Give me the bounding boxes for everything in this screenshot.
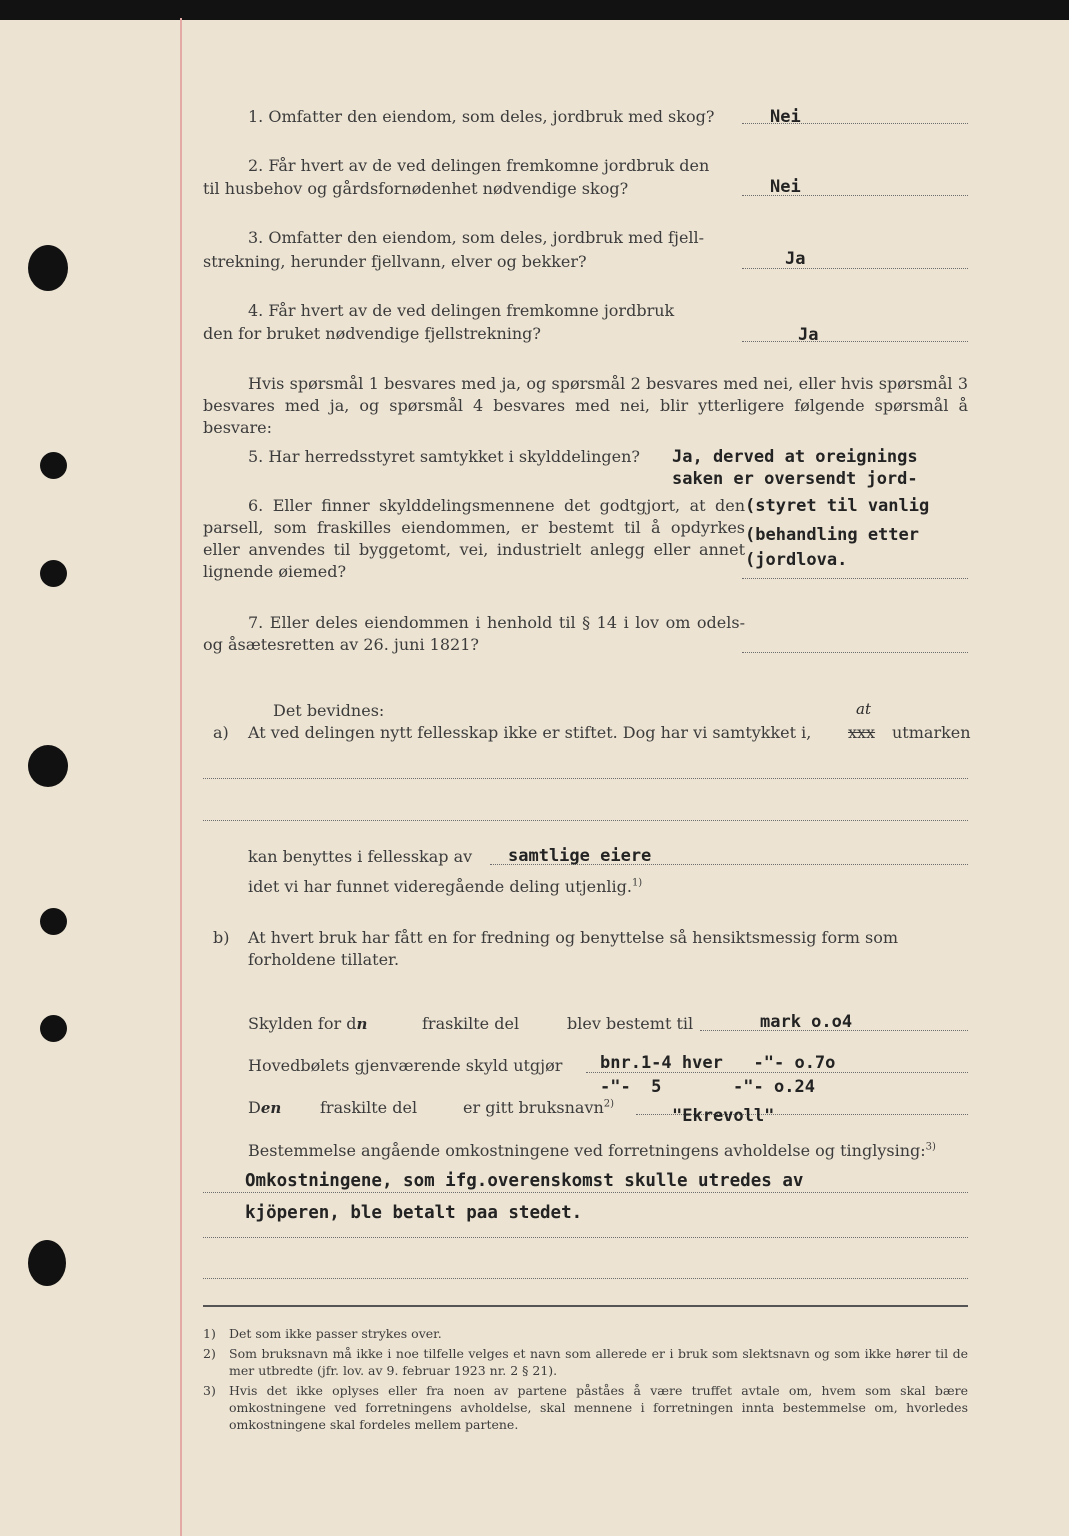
costs-answer-line1: Omkostningene, som ifg.overenskomst skulle utredes av	[245, 1171, 804, 1191]
skyld-row3-text: D	[248, 1098, 261, 1117]
skyld-row2b-answer: -"- 5 -"- o.24	[600, 1077, 815, 1097]
footnote-3-num: 3)	[203, 1383, 216, 1398]
footnote-2-num: 2)	[203, 1346, 216, 1361]
handwritten-letters: en	[260, 1099, 282, 1117]
skyld-row1-label-b: fraskilte del	[422, 1014, 520, 1033]
item-a-marker: a)	[213, 723, 229, 742]
handwritten-letter: n	[356, 1015, 368, 1033]
answer-q6-line3: (jordlova.	[745, 550, 848, 570]
answer-line	[203, 1237, 968, 1238]
binder-hole	[40, 1015, 67, 1042]
footnote-ref: 1)	[631, 877, 643, 889]
shared-use-prefix: kan benyttes i fellesskap av	[248, 847, 473, 866]
answer-line	[742, 341, 968, 342]
footnote-ref: 3)	[925, 1141, 936, 1153]
binder-hole	[40, 452, 67, 479]
scan-top-border	[0, 0, 1069, 20]
answer-q6-line2: (behandling etter	[745, 525, 919, 545]
costs-label-text: Bestemmelse angående omkostningene ved forretningens avholdelse og tinglysing:	[248, 1141, 926, 1160]
skyld-row2-label: Hovedbølets gjenværende skyld utgjør	[248, 1056, 563, 1075]
binder-hole	[28, 745, 68, 787]
answer-q5-line1: Ja, derved at oreignings	[672, 447, 918, 467]
skyld-row3-label-a	[248, 1097, 281, 1119]
answer-line	[742, 578, 968, 579]
answer-q6-line1: (styret til vanlig	[745, 496, 930, 516]
costs-answer-line2: kjöperen, ble betalt paa stedet.	[245, 1203, 583, 1223]
binder-hole	[40, 908, 67, 935]
instruction-text: Hvis spørsmål 1 besvares med ja, og spørsmål 2 besvares med nei, eller hvis spørsmål 3 besvares med ja, og spørsmål 4 besvares med nei, blir ytterligere følgende spørsmål å besvare:	[203, 374, 968, 437]
struck-text: xxx	[848, 723, 876, 742]
question-3-line2: strekning, herunder fjellvann, elver og bekker?	[203, 252, 587, 271]
answer-line	[742, 268, 968, 269]
answer-q2: Nei	[770, 177, 801, 197]
answer-line	[203, 1192, 968, 1193]
answer-q3: Ja	[785, 249, 806, 269]
certification-heading: Det bevidnes:	[273, 701, 385, 720]
costs-label	[248, 1140, 936, 1162]
blank-line	[203, 1278, 968, 1279]
question-2-line2: til husbehov og gårdsfornødenhet nødvendige skog?	[203, 179, 629, 198]
question-4-line2: den for bruket nødvendige fjellstrekning?	[203, 324, 541, 343]
skyld-row3-label-b: fraskilte del	[320, 1098, 418, 1117]
skyld-row1-text: Skylden for d	[248, 1014, 357, 1033]
question-4-line1: 4. Får hvert av de ved delingen fremkomne jordbruk	[248, 301, 675, 320]
footnote-1-text: Det som ikke passer strykes over.	[229, 1326, 442, 1341]
question-2-line1: 2. Får hvert av de ved delingen fremkomne jordbruk den	[248, 156, 710, 175]
skyld-row2-answer: bnr.1-4 hver -"- o.7o	[600, 1053, 836, 1073]
item-a-text: At ved delingen nytt fellesskap ikke er stiftet. Dog har vi samtykket i,	[248, 723, 812, 742]
binder-hole	[28, 1240, 66, 1286]
footnote-3-text: Hvis det ikke oplyses eller fra noen av partene påståes å være truffet avtale om, hvem som skal bære omkostningene ved forretningens avholdelse, skal mennene i forretningen innta bestemmelse om, hvorledes omkostningene skal fordeles mellem partene.	[229, 1383, 968, 1432]
skyld-row1-label-c: blev bestemt til	[567, 1014, 694, 1033]
blank-line	[203, 820, 968, 821]
item-b-marker: b)	[213, 928, 230, 947]
blank-line	[203, 778, 968, 779]
shared-use-answer: samtlige eiere	[508, 846, 652, 866]
footnote-1-num: 1)	[203, 1326, 216, 1341]
margin-line	[180, 18, 182, 1536]
footnote-separator	[203, 1305, 968, 1307]
answer-line	[742, 652, 968, 653]
item-b-text: At hvert bruk har fått en for fredning og benyttelse så hensiktsmessig form som forholdene tillater.	[248, 928, 898, 969]
footnote-2-text: Som bruksnavn må ikke i noe tilfelle velges et navn som allerede er i bruk som slektsnavn og som ikke hører til de mer utbredte (jfr. lov. av 9. februar 1923 nr. 2 § 21).	[229, 1346, 968, 1378]
skyld-row3-label-c-text: er gitt bruksnavn	[463, 1098, 604, 1117]
answer-q4: Ja	[798, 325, 819, 345]
footnote-ref: 2)	[603, 1098, 615, 1110]
shared-use-suffix	[248, 876, 642, 898]
answer-q5-line2: saken er oversendt jord-	[672, 469, 918, 489]
item-a-end: utmarken	[892, 723, 971, 742]
question-3-line1: 3. Omfatter den eiendom, som deles, jordbruk med fjell-	[248, 228, 705, 247]
handwritten-correction: at	[856, 700, 871, 718]
binder-hole	[40, 560, 67, 587]
question-5: 5. Har herredsstyret samtykket i skylddelingen?	[248, 447, 640, 466]
binder-hole	[28, 245, 68, 291]
question-6: 6. Eller finner skylddelingsmennene det godtgjort, at den parsell, som fraskilles eiendommen, er bestemt til å opdyrkes eller anvendes til byggetomt, vei, industrielt anlegg eller annet lignende øiemed?	[203, 496, 745, 581]
bruksnavn-answer: "Ekrevoll"	[672, 1106, 775, 1126]
answer-q1: Nei	[770, 107, 801, 127]
skyld-row1-answer: mark o.o4	[760, 1012, 853, 1032]
question-7: 7. Eller deles eiendommen i henhold til § 14 i lov om odels- og åsætesretten av 26. juni 1821?	[203, 613, 745, 654]
shared-use-suffix-text: idet vi har funnet videregående deling utjenlig.	[248, 877, 632, 896]
question-1: 1. Omfatter den eiendom, som deles, jordbruk med skog?	[248, 107, 715, 126]
skyld-row3-label-c	[463, 1097, 614, 1119]
skyld-row1-label-a	[248, 1013, 367, 1035]
